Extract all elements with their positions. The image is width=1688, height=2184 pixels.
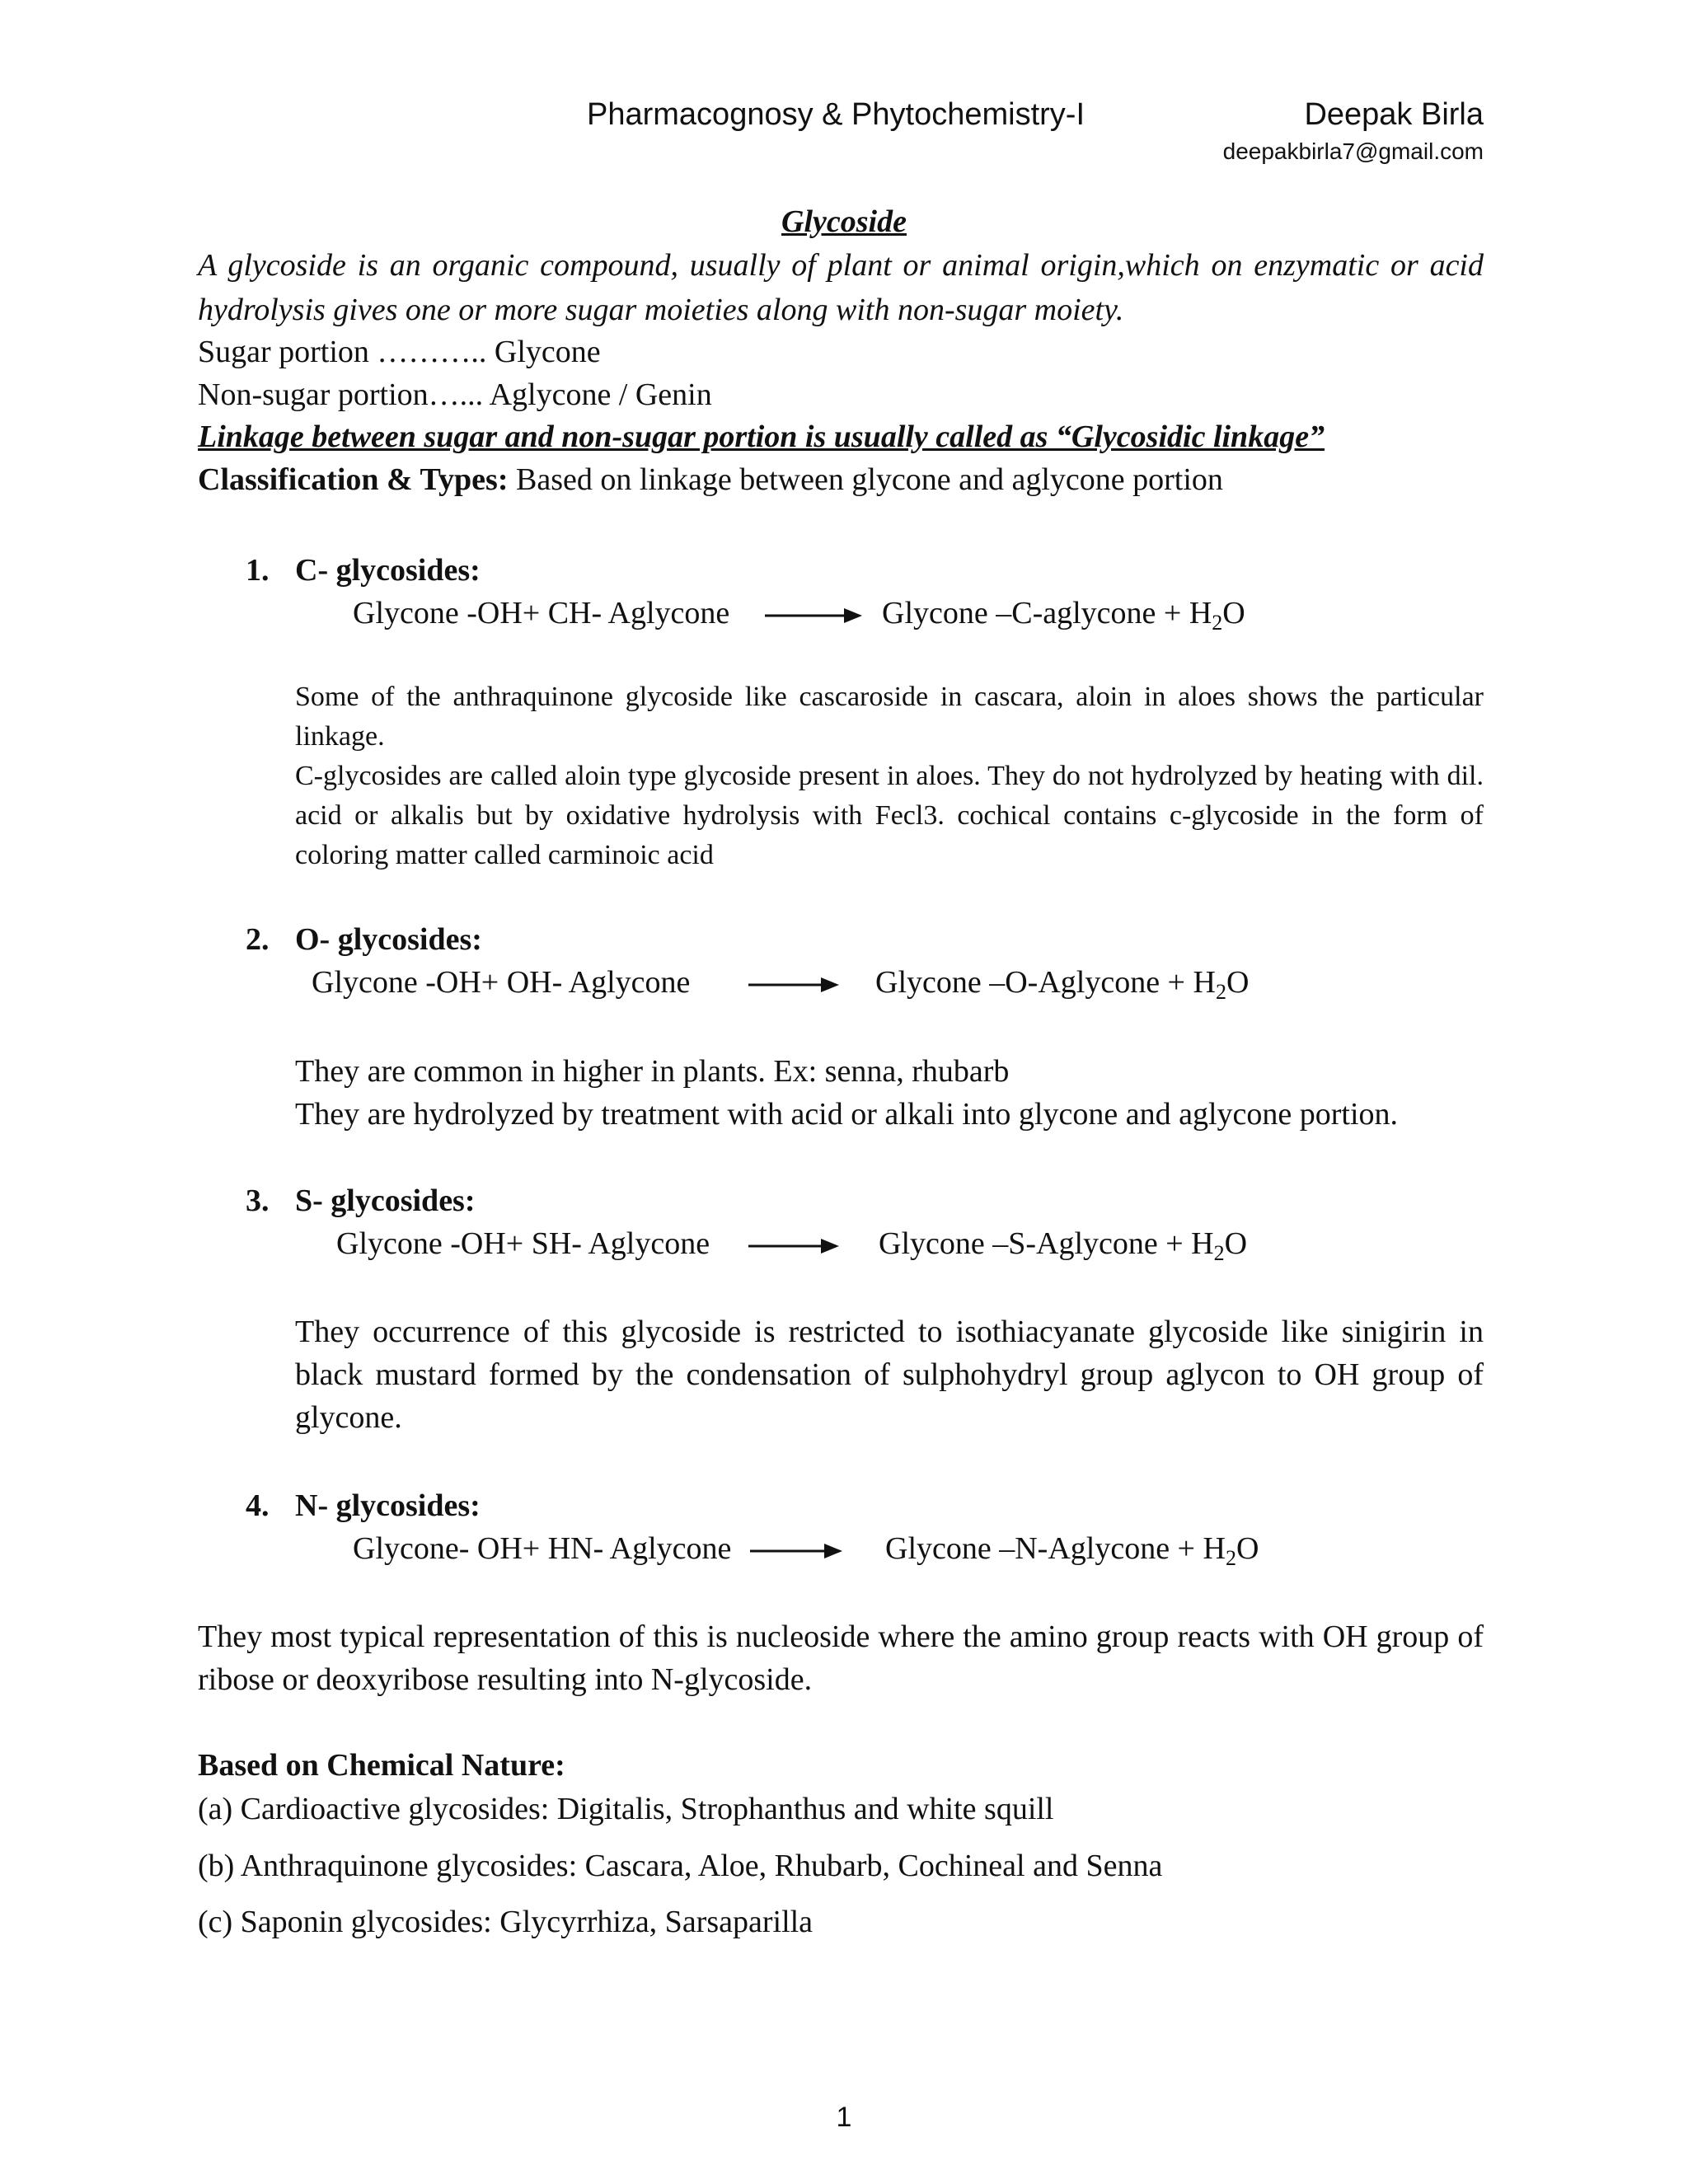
c-glycosides-reaction-arrow <box>765 606 862 626</box>
classification-text: Based on linkage between glycone and aglycone portion <box>508 462 1223 497</box>
n-glycosides-heading <box>246 1488 481 1524</box>
c-glycosides-product <box>882 595 1245 635</box>
s-glycosides-label: S- glycosides: <box>295 1183 476 1218</box>
chemical-nature-item: (b) Anthraquinone glycosides: Cascara, Aloe, Rhubarb, Cochineal and Senna <box>198 1849 1163 1883</box>
sugar-portion-line: Sugar portion ……….. Glycone <box>198 335 601 369</box>
o-glycosides-detail: They are hydrolyzed by treatment with acid or alkali into glycone and aglycone portion. <box>295 1097 1398 1132</box>
n-glycosides-reaction-arrow <box>750 1541 842 1561</box>
c-glycosides-reactants: Glycone -OH+ CH- Aglycone <box>353 596 730 630</box>
s-glycosides-product-text: Glycone –S-Aglycone + H <box>879 1226 1214 1261</box>
author-name: Deepak Birla <box>1304 97 1484 132</box>
non-sugar-portion-line: Non-sugar portion…... Aglycone / Genin <box>198 377 712 412</box>
o-glycosides-product-subscript: 2 <box>1215 980 1226 1004</box>
chemical-nature-heading: Based on Chemical Nature: <box>198 1748 565 1783</box>
nucleoside-paragraph: They most typical representation of this is nucleoside where the amino group reacts with OH group of ribose or deoxyribose resulting into N-glycoside. <box>198 1619 1484 1697</box>
s-glycosides-number: 3. <box>246 1183 270 1218</box>
page-number: 1 <box>836 2102 852 2133</box>
o-glycosides-product <box>875 964 1250 1004</box>
o-glycosides-product-text: Glycone –O-Aglycone + H <box>875 965 1216 1000</box>
n-glycosides-product-text: Glycone –N-Aglycone + H <box>885 1531 1226 1566</box>
c-glycosides-heading <box>246 552 481 588</box>
s-glycosides-product <box>879 1226 1248 1265</box>
chemical-nature-item: (c) Saponin glycosides: Glycyrrhiza, Sarsaparilla <box>198 1905 814 1939</box>
s-glycosides-heading <box>246 1183 476 1219</box>
n-glycosides-reactants: Glycone- OH+ HN- Aglycone <box>353 1531 732 1566</box>
o-glycosides-reaction-arrow <box>748 975 839 995</box>
n-glycosides-product <box>885 1530 1259 1570</box>
definition-paragraph: A glycoside is an organic compound, usually of plant or animal origin,which on enzymatic or acid hydrolysis gives one or more sugar moieties along with non-sugar moiety. <box>198 248 1484 327</box>
n-glycosides-label: N- glycosides: <box>295 1488 481 1523</box>
o-glycosides-number: 2. <box>246 922 270 957</box>
course-title: Pharmacognosy & Phytochemistry-I <box>587 97 1085 132</box>
n-glycosides-product-subscript: 2 <box>1225 1546 1236 1570</box>
author-email: deepakbirla7@gmail.com <box>1222 138 1484 164</box>
s-glycosides-product-subscript: 2 <box>1213 1241 1225 1265</box>
c-glycosides-label: C- glycosides: <box>295 553 481 588</box>
o-glycosides-reactants: Glycone -OH+ OH- Aglycone <box>312 965 691 1000</box>
classification-line <box>198 462 1223 498</box>
s-glycosides-reactants: Glycone -OH+ SH- Aglycone <box>336 1226 710 1261</box>
o-glycosides-description: They are common in higher in plants. Ex: senna, rhubarb <box>295 1054 1010 1089</box>
classification-label: Classification & Types: <box>198 462 509 497</box>
chemical-nature-item: (a) Cardioactive glycosides: Digitalis, Strophanthus and white squill <box>198 1792 1054 1826</box>
page-title: Glycoside <box>781 204 907 239</box>
c-glycosides-product-tail: O <box>1222 596 1245 630</box>
s-glycosides-reaction-arrow <box>748 1236 839 1256</box>
c-glycosides-number: 1. <box>246 553 270 588</box>
s-glycosides-product-tail: O <box>1224 1226 1248 1261</box>
c-glycosides-detail: C-glycosides are called aloin type glycoside present in aloes. They do not hydrolyzed by heating with dil. acid or alkalis but by oxidative hydrolysis with Fecl3. cochical contains c-glycoside in the form of coloring matter called carminoic acid <box>295 761 1484 870</box>
o-glycosides-heading <box>246 921 482 958</box>
n-glycosides-number: 4. <box>246 1488 270 1523</box>
c-glycosides-product-subscript: 2 <box>1212 611 1223 635</box>
o-glycosides-product-tail: O <box>1226 965 1250 1000</box>
n-glycosides-product-tail: O <box>1236 1531 1259 1566</box>
o-glycosides-label: O- glycosides: <box>295 922 482 957</box>
s-glycosides-description: They occurrence of this glycoside is restricted to isothiacyanate glycoside like sinigirin in black mustard formed by the condensation of sulphohydryl group aglycon to OH group of glycone. <box>295 1315 1484 1435</box>
c-glycosides-description: Some of the anthraquinone glycoside like cascaroside in cascara, aloin in aloes shows the particular linkage. <box>295 682 1484 752</box>
glycosidic-linkage-statement: Linkage between sugar and non-sugar portion is usually called as “Glycosidic linkage” <box>198 419 1325 454</box>
c-glycosides-product-text: Glycone –C-aglycone + H <box>882 596 1212 630</box>
